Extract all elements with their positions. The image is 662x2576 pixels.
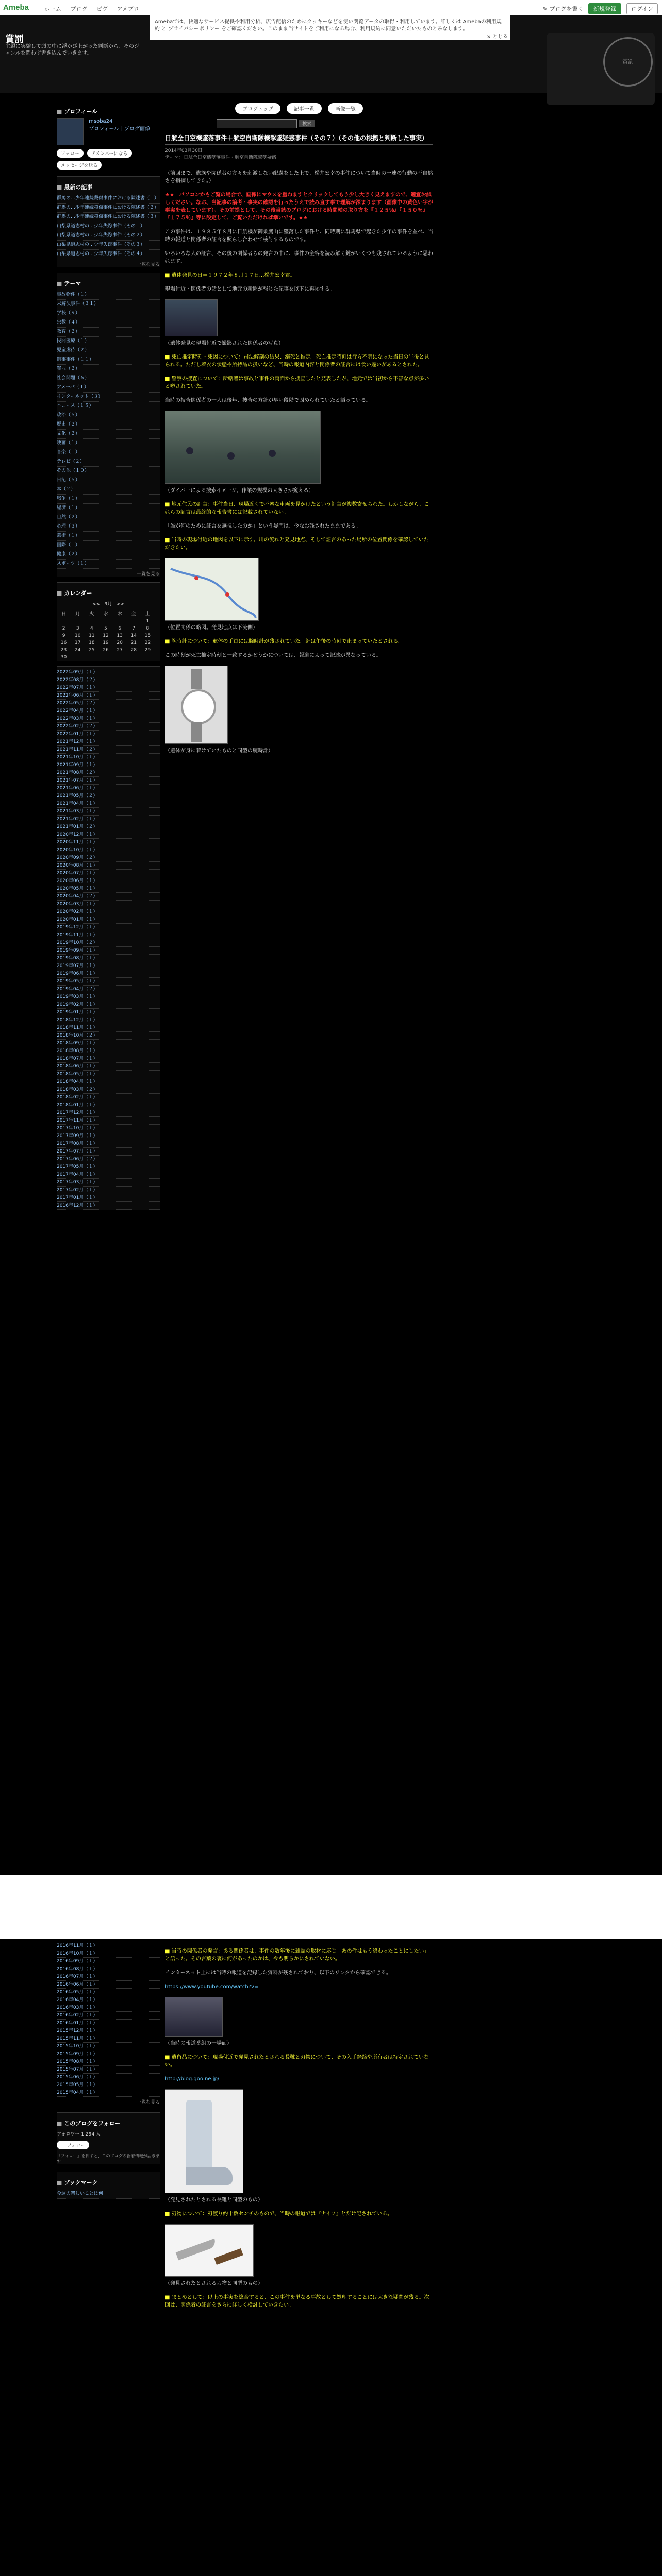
caption: （ダイバーによる捜索イメージ。作業の規模の大きさが窺える） xyxy=(165,488,314,494)
archive-month[interactable]: 2021年11月（２） xyxy=(57,746,160,754)
watch-strap xyxy=(191,669,202,689)
photo-boot[interactable] xyxy=(165,2089,243,2193)
archive-month[interactable]: 2022年08月（２） xyxy=(57,676,160,684)
amember-pill[interactable]: アメンバーになる xyxy=(87,149,132,158)
list-item[interactable]: 群馬の…少年連続殺傷事件における陳述書（３） xyxy=(57,213,160,222)
blog-search xyxy=(217,119,433,128)
theme-item[interactable]: 芸術（１） xyxy=(57,532,160,541)
diver-figure xyxy=(186,447,193,454)
archive-month[interactable]: 2017年02月（１） xyxy=(57,1187,160,1194)
theme-item[interactable]: 歴史（２） xyxy=(57,420,160,430)
diver-figure xyxy=(227,452,235,460)
archive-month[interactable]: 2021年01月（２） xyxy=(57,823,160,831)
list-item[interactable]: 群馬の…少年連続殺傷事件における陳述書（２） xyxy=(57,204,160,213)
message-pill[interactable]: メッセージを送る xyxy=(57,161,102,170)
calendar-day[interactable]: 3 xyxy=(76,626,79,631)
archive-month[interactable]: 2020年07月（１） xyxy=(57,870,160,877)
weekday-label: 火 xyxy=(89,612,94,617)
sidebar xyxy=(57,103,160,1210)
calendar-day[interactable]: 12 xyxy=(103,633,109,638)
follow-pill[interactable]: フォロー xyxy=(57,149,84,158)
page-break xyxy=(0,1875,662,1939)
entry-list-button[interactable]: 記事一覧 xyxy=(287,103,322,114)
theme-item[interactable]: 映画（１） xyxy=(57,439,160,448)
cookie-notice-close[interactable]: × とじる xyxy=(485,32,510,40)
caption: （発見されたとされる刃物と同型のもの） xyxy=(165,2281,263,2286)
ameba-right-actions xyxy=(543,3,658,14)
photo-knife[interactable] xyxy=(165,2224,254,2277)
archive-month[interactable]: 2016年04月（１） xyxy=(57,1996,160,2004)
archive-month[interactable]: 2022年05月（２） xyxy=(57,700,160,707)
theme-item[interactable]: アメーバ（１） xyxy=(57,383,160,393)
calendar-day[interactable]: 23 xyxy=(60,648,67,653)
follower-count: フォロワー 1,294 人 xyxy=(57,2132,101,2137)
paragraph: この時刻が死亡推定時刻と一致するかどうかについては、報道によって記述が異なっている。 xyxy=(165,653,382,658)
calendar-day xyxy=(127,654,141,661)
theme-item[interactable]: 刑事事件（１１） xyxy=(57,355,160,365)
bookmark-link[interactable]: 今週の楽しいことは何 xyxy=(57,2190,160,2199)
archive-month[interactable]: 2016年03月（１） xyxy=(57,2004,160,2012)
theme-item[interactable]: 自然（２） xyxy=(57,513,160,522)
archive-month[interactable]: 2019年08月（１） xyxy=(57,955,160,962)
list-item[interactable]: 山梨県道志村の…少年失踪事件（その２） xyxy=(57,231,160,241)
archive-month[interactable]: 2022年02月（２） xyxy=(57,723,160,731)
weekday-label: 土 xyxy=(145,612,150,617)
archive-month[interactable]: 2021年02月（１） xyxy=(57,816,160,823)
theme-item[interactable]: 音楽（１） xyxy=(57,448,160,457)
theme-item[interactable]: 戦争（１） xyxy=(57,495,160,504)
archive-month[interactable]: 2016年06月（１） xyxy=(57,1981,160,1989)
section-heading: ■ 当時の現場付近の地図を以下に示す。川の流れと発見地点、そして証言のあった場所の位置関係を確認していただきたい。 xyxy=(165,537,429,551)
nav-blog[interactable]: ブログ xyxy=(70,6,88,12)
paragraph: いろいろな人の証言、その後の関係者らの発言の中に、事件の全容を読み解く鍵がいくつも残されているように思われます。 xyxy=(165,251,433,264)
archive-month[interactable]: 2021年09月（１） xyxy=(57,761,160,769)
theme-item[interactable]: インターネット（３） xyxy=(57,393,160,402)
archive-month[interactable]: 2018年09月（１） xyxy=(57,1040,160,1047)
nav-ameblo[interactable]: アメブロ xyxy=(117,6,139,12)
section-heading: ■ 腕時計について：遺体の手首には腕時計が残されていた。針は午後の時刻で止まっていたとされる。 xyxy=(165,639,404,645)
archive-month[interactable]: 2018年05月（１） xyxy=(57,1071,160,1078)
section-heading: ■ まとめとして：以上の事実を総合すると、この事件を単なる事故として処理することには大きな疑問が残る。次回は、関係者の証言をさらに詳しく検討していきたい。 xyxy=(165,2295,429,2308)
theme-item[interactable]: 民間医療（１） xyxy=(57,337,160,346)
calendar-next[interactable]: >> xyxy=(116,602,125,607)
archive-month[interactable]: 2022年04月（１） xyxy=(57,707,160,715)
weekday-label: 木 xyxy=(117,612,122,617)
theme-item[interactable]: 経済（１） xyxy=(57,504,160,513)
weekday-label: 金 xyxy=(131,612,136,617)
login-button[interactable]: ログイン xyxy=(626,3,658,14)
blog-title[interactable]: 賞罰 xyxy=(5,34,24,45)
calendar-day[interactable]: 5 xyxy=(104,626,107,631)
archive-month[interactable]: 2015年05月（１） xyxy=(57,2081,160,2089)
archive-month[interactable]: 2019年03月（１） xyxy=(57,993,160,1001)
archive-month[interactable]: 2020年12月（１） xyxy=(57,831,160,839)
calendar-day[interactable]: 7 xyxy=(132,626,136,631)
theme-more-link[interactable]: 一覧を見る xyxy=(136,572,160,577)
calendar-day xyxy=(127,618,141,625)
boot-foot xyxy=(186,2167,233,2185)
calendar-day[interactable]: 11 xyxy=(89,633,95,638)
archive-month[interactable]: 2020年04月（２） xyxy=(57,893,160,901)
ameba-top-bar xyxy=(0,0,662,16)
theme-item[interactable]: テレビ（２） xyxy=(57,457,160,467)
profile-link[interactable]: プロフィール｜ブログ画像 xyxy=(89,126,151,132)
calendar-heading: ■ カレンダー xyxy=(57,589,160,597)
archive-month[interactable]: 2015年06月（１） xyxy=(57,2074,160,2081)
search-input[interactable] xyxy=(217,119,297,128)
follow-heading: ■ このブログをフォロー xyxy=(57,2119,160,2127)
archive-month[interactable]: 2018年03月（２） xyxy=(57,1086,160,1094)
register-button[interactable]: 新規登録 xyxy=(588,3,621,14)
archive-month[interactable]: 2018年11月（１） xyxy=(57,1024,160,1032)
archive-month[interactable]: 2016年07月（１） xyxy=(57,1973,160,1981)
caption: （遺体発見の現場付近で撮影された関係者の写真） xyxy=(165,341,284,346)
profile-block xyxy=(57,118,160,145)
calendar-day xyxy=(113,618,127,625)
calendar-day xyxy=(141,654,155,661)
archive-month[interactable]: 2019年02月（１） xyxy=(57,1001,160,1009)
theme-item[interactable]: 心理（３） xyxy=(57,522,160,532)
calendar-day[interactable]: 30 xyxy=(60,655,67,660)
paragraph: 当時の捜査関係者の一人は後年、捜査の方針が早い段階で固められていたと語っている。 xyxy=(165,398,371,403)
calendar-table xyxy=(57,609,155,661)
calendar-day xyxy=(85,654,98,661)
knife-blade xyxy=(176,2239,218,2260)
main-column xyxy=(165,103,433,761)
archive-month[interactable]: 2021年05月（２） xyxy=(57,792,160,800)
caption: （発見されたとされる長靴と同型のもの） xyxy=(165,2197,263,2203)
photo-people[interactable] xyxy=(165,299,218,336)
theme-item[interactable]: 教育（２） xyxy=(57,328,160,337)
calendar-day[interactable]: 28 xyxy=(130,648,137,653)
theme-list xyxy=(57,291,160,569)
cookie-notice-text: Amebaでは、快適なサービス提供や利用分析、広告配信のためにクッキーなどを使い閲覧データの取得・利用しています。詳しくは Amebaの利用規約 と プライバシーポリシー をご確認ください。このまま当サイトをご利用になる場合、利用規約に同意いただいたものとみなします。 xyxy=(155,19,502,32)
calendar-day[interactable]: 27 xyxy=(117,648,123,653)
theme-item[interactable]: 本（２） xyxy=(57,485,160,495)
archive-month[interactable]: 2015年07月（１） xyxy=(57,2066,160,2074)
paragraph: 現場付近・関係者の話として地元の新聞が報じた記事を以下に再掲する。 xyxy=(165,286,335,292)
entry-theme[interactable]: テーマ：日航全日空機墜落事件・航空自衛隊撃墜疑惑 xyxy=(165,155,277,160)
archive-month[interactable]: 2015年04月（１） xyxy=(57,2089,160,2097)
theme-item[interactable]: 社会問題（６） xyxy=(57,374,160,383)
theme-item[interactable]: 児童虐待（２） xyxy=(57,346,160,355)
archive-month[interactable]: 2018年10月（２） xyxy=(57,1032,160,1040)
recent-heading: ■ 最新の記事 xyxy=(57,183,160,191)
map-illustration xyxy=(166,558,258,620)
list-item[interactable]: 山梨県道志村の…少年失踪事件（その３） xyxy=(57,241,160,250)
theme-item[interactable]: 冤罪（２） xyxy=(57,365,160,374)
calendar-day xyxy=(85,618,98,625)
archive-month[interactable]: 2019年06月（１） xyxy=(57,970,160,978)
calendar-day[interactable]: 21 xyxy=(130,640,137,646)
photo-broadcast[interactable] xyxy=(165,1997,223,2037)
calendar-day[interactable]: 10 xyxy=(74,633,81,638)
archive-month[interactable]: 2016年08月（１） xyxy=(57,1965,160,1973)
archive-month[interactable]: 2017年06月（２） xyxy=(57,1156,160,1163)
archive-month[interactable]: 2017年11月（１） xyxy=(57,1117,160,1125)
ameba-logo[interactable]: Ameba xyxy=(3,3,29,12)
archive-month[interactable]: 2017年10月（１） xyxy=(57,1125,160,1132)
notice-paragraph: ★★ パソコンかもご覧の場合で、画像にマウスを重ねますとクリックしてもう少し大きく見えますので、適宜お試しください。なお、当記事の論考・事実の確認を行ったうえで読み直す事で理解が深まります（画像中の黄色い字が事実を表しています）。その前提として、その後当該のブログにおける時間軸の取り方を『１２５％』『１５０％』『１７５％』等に設定して、ご覧いただければ幸いです。★★ xyxy=(165,192,433,221)
calendar-day[interactable]: 13 xyxy=(117,633,123,638)
calendar-day[interactable]: 15 xyxy=(144,633,151,638)
photo-watch[interactable] xyxy=(165,666,228,744)
watch-face-icon xyxy=(181,689,216,724)
archive-month[interactable]: 2020年03月（１） xyxy=(57,901,160,908)
calendar-day[interactable]: 9 xyxy=(62,633,65,638)
calendar-day[interactable]: 1 xyxy=(146,619,150,624)
archive-month[interactable]: 2022年01月（１） xyxy=(57,731,160,738)
paragraph: （前回まで、遺族や関係者の方々を刺激しない配慮をした上で、松井宏幸の事件について当時の一連の行動の不自然さを指摘してきた。） xyxy=(165,171,433,184)
archive-month[interactable]: 2018年02月（１） xyxy=(57,1094,160,1101)
weekday-label: 月 xyxy=(75,612,80,617)
calendar xyxy=(57,582,160,661)
photo-map[interactable] xyxy=(165,558,259,621)
archive-month[interactable]: 2015年08月（１） xyxy=(57,2058,160,2066)
follow-button[interactable]: ＋ フォロー xyxy=(57,2141,89,2149)
archive-month[interactable]: 2019年07月（１） xyxy=(57,962,160,970)
archive-list xyxy=(57,669,160,1210)
blog-top-button[interactable]: ブログトップ xyxy=(235,103,280,114)
paragraph: この事件は、１９８５年８月に日航機が御巣鷹山に墜落した事件と、同時期に群馬県で起きた少年の事件を並べ、当時の報道と関係者の証言を照らし合わせて検討するものです。 xyxy=(165,229,433,243)
blog-description: 主題に実験して頭の中に浮かび上がった判断から、そのジャンルを問わず書き込んでいきます。 xyxy=(5,44,139,56)
archive-month[interactable]: 2019年01月（１） xyxy=(57,1009,160,1016)
section-heading: ■ 遺留品について：現場付近で発見されたとされる長靴と刃物について、その入手経路や所有者は特定されていない。 xyxy=(165,2055,429,2068)
photo-river-search[interactable] xyxy=(165,411,321,484)
cookie-notice xyxy=(150,15,510,40)
archive-month[interactable]: 2015年11月（１） xyxy=(57,2035,160,2043)
theme-item[interactable]: 政治（５） xyxy=(57,411,160,420)
archive-month[interactable]: 2016年10月（１） xyxy=(57,1950,160,1958)
recent-more-link[interactable]: 一覧を見る xyxy=(136,262,160,267)
theme-item[interactable]: 健康（２） xyxy=(57,550,160,560)
entry-body xyxy=(165,170,433,755)
archive-month[interactable]: 2022年07月（１） xyxy=(57,684,160,692)
theme-item[interactable]: スポーツ（１） xyxy=(57,560,160,569)
calendar-day xyxy=(98,618,112,625)
boot-shaft xyxy=(186,2100,212,2172)
calendar-day[interactable]: 19 xyxy=(103,640,109,646)
calendar-day[interactable]: 18 xyxy=(89,640,95,646)
section-heading: ■ 死亡推定時刻・死因について：司法解剖の結果、溺死と推定。死亡推定時刻は行方不明になった当日の午後と見られる。ただし着衣の状態や所持品の扱いなど、当時の報道内容と関係者の証言には食い違いがあるとされた。 xyxy=(165,354,429,368)
archive-month[interactable]: 2020年11月（１） xyxy=(57,839,160,846)
archive-month[interactable]: 2019年05月（１） xyxy=(57,978,160,986)
calendar-day[interactable]: 17 xyxy=(74,640,81,646)
archive-month[interactable]: 2021年08月（２） xyxy=(57,769,160,777)
archive-month[interactable]: 2017年03月（１） xyxy=(57,1179,160,1187)
theme-item[interactable]: 事故物件（１） xyxy=(57,291,160,300)
sidebar-lower xyxy=(57,1942,160,2199)
archive-month[interactable]: 2017年07月（１） xyxy=(57,1148,160,1156)
section-heading: ■ 警察の捜査について：所轄署は事故と事件の両面から捜査したと発表したが、地元では当初から不審な点が多いと噂されていた。 xyxy=(165,376,429,389)
archive-month[interactable]: 2017年01月（１） xyxy=(57,1194,160,1202)
section-heading: ■ 地元住民の証言：事件当日、現場近くで不審な車両を見かけたという証言が複数寄せられた。しかしながら、これらの証言は最終的な報告書には記載されていない。 xyxy=(165,502,429,515)
archive-month[interactable]: 2016年05月（１） xyxy=(57,1989,160,1996)
external-link[interactable]: https://www.youtube.com/watch?v= xyxy=(165,1984,259,1990)
archive-month[interactable]: 2022年06月（１） xyxy=(57,692,160,700)
archive-month[interactable]: 2015年10月（１） xyxy=(57,2043,160,2050)
image-list-button[interactable]: 画像一覧 xyxy=(328,103,363,114)
calendar-day[interactable]: 2 xyxy=(62,626,65,631)
pen-icon: ✎ xyxy=(542,6,548,12)
profile-actions xyxy=(57,147,160,171)
header-stamp: 賞罰 xyxy=(603,37,653,87)
archive-list-continued xyxy=(57,1942,160,2097)
theme-item[interactable]: 日記（５） xyxy=(57,476,160,485)
archive-month[interactable]: 2018年08月（１） xyxy=(57,1047,160,1055)
archive-month[interactable]: 2016年09月（１） xyxy=(57,1958,160,1965)
archive-month[interactable]: 2021年03月（１） xyxy=(57,808,160,816)
nav-pigg[interactable]: ピグ xyxy=(96,6,108,12)
watch-strap xyxy=(191,722,202,742)
archive-month[interactable]: 2021年06月（１） xyxy=(57,785,160,792)
calendar-nav xyxy=(57,600,160,607)
entry-title[interactable]: 日航全日空機墜落事件＋航空自衛隊機撃墜疑惑事件（その７）（その他の根拠と判断した事実） xyxy=(165,133,433,145)
archive-month[interactable]: 2018年12月（１） xyxy=(57,1016,160,1024)
archive-month[interactable]: 2021年12月（１） xyxy=(57,738,160,746)
archive-month[interactable]: 2022年09月（１） xyxy=(57,669,160,676)
archive-month[interactable]: 2016年02月（１） xyxy=(57,2012,160,2020)
archive-month[interactable]: 2016年12月（１） xyxy=(57,1202,160,1210)
section-heading: ■ 当時の関係者の発言：ある関係者は、事件の数年後に雑誌の取材に応じ「あの件はもう終わったことにしたい」と語った。その言葉の裏に何があったのかは、今も明らかにされていない。 xyxy=(165,1948,429,1962)
calendar-day xyxy=(57,618,71,625)
paragraph: インターネット上には当時の報道を記録した資料が残されており、以下のリンクから確認できる。 xyxy=(165,1970,391,1976)
entry-body-continued xyxy=(165,1947,433,2315)
archive-month[interactable]: 2017年12月（１） xyxy=(57,1109,160,1117)
archive-month[interactable]: 2015年09月（１） xyxy=(57,2050,160,2058)
archive-month[interactable]: 2020年09月（２） xyxy=(57,854,160,862)
archive-month[interactable]: 2017年08月（１） xyxy=(57,1140,160,1148)
calendar-day[interactable]: 6 xyxy=(118,626,121,631)
archive-more-link[interactable]: 一覧を見る xyxy=(136,2100,160,2105)
entry-date: 2014年03月30日 xyxy=(165,148,203,154)
archive-month[interactable]: 2017年04月（１） xyxy=(57,1171,160,1179)
nav-home[interactable]: ホーム xyxy=(44,6,61,12)
themes xyxy=(57,273,160,577)
follow-note: 「フォロー」を押すと、このブログの新着情報が届きます xyxy=(57,2154,160,2164)
recent-list xyxy=(57,194,160,259)
archive-month[interactable]: 2019年10月（２） xyxy=(57,939,160,947)
archive-month[interactable]: 2019年09月（１） xyxy=(57,947,160,955)
calendar-day xyxy=(71,618,85,625)
calendar-day[interactable]: 16 xyxy=(60,640,67,646)
caption: （当時の報道番組の一場面） xyxy=(165,2041,232,2046)
archive-month[interactable]: 2021年07月（１） xyxy=(57,777,160,785)
archive-month[interactable]: 2021年04月（１） xyxy=(57,800,160,808)
list-item[interactable]: 群馬の…少年連続殺傷事件における陳述書（１） xyxy=(57,194,160,204)
theme-item[interactable]: 未解決事件（３１） xyxy=(57,300,160,309)
caption: （遺体が身に着けていたものと同型の腕時計） xyxy=(165,748,273,754)
archive-month[interactable]: 2018年04月（１） xyxy=(57,1078,160,1086)
weekday-label: 水 xyxy=(103,612,108,617)
profile-heading: ■ プロフィール xyxy=(57,107,160,115)
archive-month[interactable]: 2020年01月（１） xyxy=(57,916,160,924)
calendar-day xyxy=(98,654,112,661)
calendar-prev[interactable]: << xyxy=(92,602,101,607)
theme-item[interactable]: その他（１０） xyxy=(57,467,160,476)
archive-month[interactable]: 2018年07月（１） xyxy=(57,1055,160,1063)
calendar-day[interactable]: 24 xyxy=(74,648,81,653)
bookmark-box xyxy=(57,2172,160,2199)
archive xyxy=(57,666,160,1210)
archive-month[interactable]: 2020年02月（１） xyxy=(57,908,160,916)
caption: （位置関係の略図。発見地点は下流側） xyxy=(165,625,258,631)
entry-meta xyxy=(165,148,433,161)
theme-item[interactable]: 国際（１） xyxy=(57,541,160,550)
diver-figure xyxy=(269,450,276,457)
theme-item[interactable]: ニュース（１５） xyxy=(57,402,160,411)
paragraph: 「誰が何のために証言を無視したのか」という疑問は、今なお残されたままである。 xyxy=(165,523,361,529)
calendar-day xyxy=(71,654,85,661)
archive-month[interactable]: 2022年03月（１） xyxy=(57,715,160,723)
calendar-day[interactable]: 20 xyxy=(117,640,123,646)
calendar-day[interactable]: 14 xyxy=(130,633,137,638)
bookmark-heading: ■ ブックマーク xyxy=(57,2178,160,2187)
ameba-nav xyxy=(44,5,146,13)
archive-month[interactable]: 2019年12月（１） xyxy=(57,924,160,931)
archive-month[interactable]: 2020年06月（１） xyxy=(57,877,160,885)
calendar-day[interactable]: 22 xyxy=(144,640,151,646)
archive-month[interactable]: 2018年01月（１） xyxy=(57,1101,160,1109)
archive-month[interactable]: 2020年10月（１） xyxy=(57,846,160,854)
weekday-label: 日 xyxy=(61,612,67,617)
archive-month[interactable]: 2015年12月（１） xyxy=(57,2027,160,2035)
write-blog-link[interactable]: ブログを書く xyxy=(549,6,584,12)
section-heading: ■ 遺体発見の日＝１９７２年８月１７日…松井宏幸君。 xyxy=(165,273,295,278)
archive-month[interactable]: 2021年10月（１） xyxy=(57,754,160,761)
calendar-day[interactable]: 8 xyxy=(146,626,150,631)
avatar[interactable] xyxy=(57,118,84,145)
follow-box xyxy=(57,2112,160,2164)
archive-month[interactable]: 2020年05月（１） xyxy=(57,885,160,893)
blog-nav-buttons xyxy=(165,103,433,114)
external-link[interactable]: http://blog.goo.ne.jp/ xyxy=(165,2076,220,2082)
theme-item[interactable]: 宗教（４） xyxy=(57,318,160,328)
recent-posts xyxy=(57,176,160,267)
theme-item[interactable]: 文化（２） xyxy=(57,430,160,439)
theme-heading: ■ テーマ xyxy=(57,279,160,287)
archive-month[interactable]: 2017年09月（１） xyxy=(57,1132,160,1140)
archive-month[interactable]: 2016年11月（１） xyxy=(57,1942,160,1950)
archive-month[interactable]: 2020年08月（１） xyxy=(57,862,160,870)
calendar-day[interactable]: 25 xyxy=(89,648,95,653)
calendar-month: 9月 xyxy=(104,602,112,607)
knife-handle xyxy=(214,2248,243,2265)
section-heading: ■ 刃物について：刃渡り約十数センチのもので、当時の報道では『ナイフ』とだけ記されている。 xyxy=(165,2211,393,2217)
calendar-day[interactable]: 26 xyxy=(103,648,109,653)
archive-month[interactable]: 2019年11月（１） xyxy=(57,931,160,939)
archive-month[interactable]: 2016年01月（１） xyxy=(57,2020,160,2027)
archive-month[interactable]: 2019年04月（２） xyxy=(57,986,160,993)
archive-month[interactable]: 2017年05月（１） xyxy=(57,1163,160,1171)
search-button[interactable]: 検索 xyxy=(299,120,315,127)
calendar-day[interactable]: 29 xyxy=(144,648,151,653)
theme-item[interactable]: 学校（９） xyxy=(57,309,160,318)
list-item[interactable]: 山梨県道志村の…少年失踪事件（その４） xyxy=(57,250,160,259)
archive-month[interactable]: 2018年06月（１） xyxy=(57,1063,160,1071)
list-item[interactable]: 山梨県道志村の…少年失踪事件（その１） xyxy=(57,222,160,231)
calendar-day[interactable]: 4 xyxy=(90,626,93,631)
calendar-day xyxy=(113,654,127,661)
profile-name[interactable]: msoba24 xyxy=(89,118,113,124)
